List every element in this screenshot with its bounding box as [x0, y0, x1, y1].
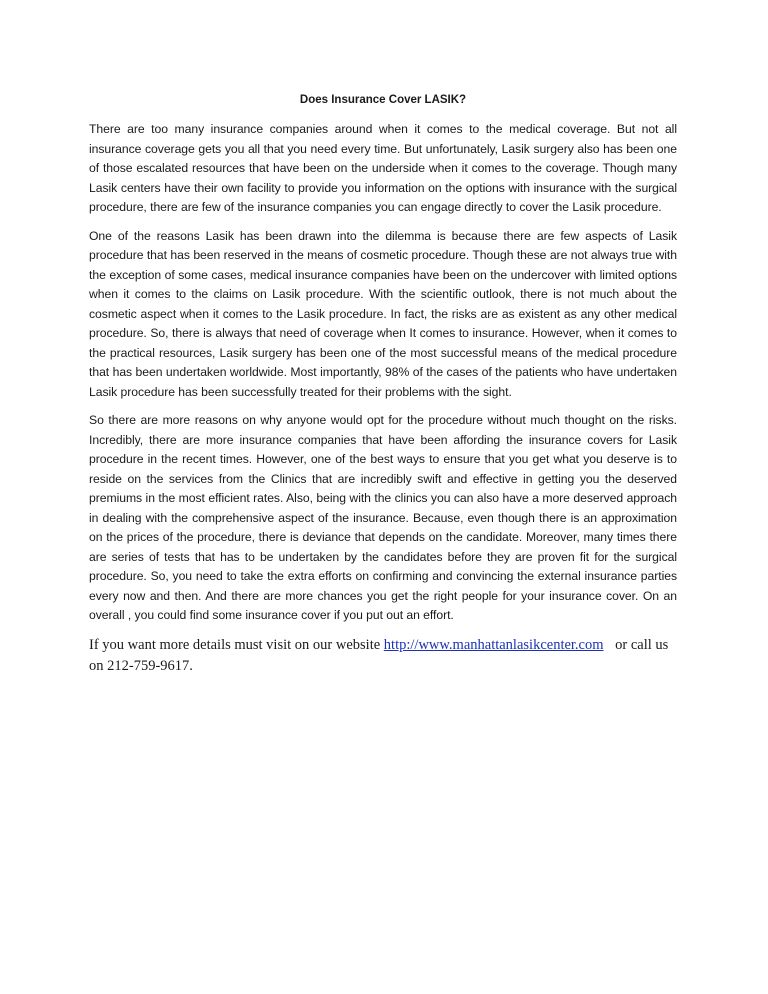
document-body: [89, 92, 677, 677]
contact-suffix: or call us on 212-759-9617.: [89, 636, 669, 674]
paragraph-3: So there are more reasons on why anyone would opt for the procedure without much thought on the risks. Incredibly, there are more insurance companies that have been affording the insurance covers for Lasik procedure in the recent times. However, one of the best ways to ensure that you get what you deserve is to reside on the services from the Clinics that are incredibly swift and effective in getting you the deserved premiums in the most efficient rates. Also, being with the clinics you can also have a more deserved approach in dealing with the comprehensive aspect of the insurance. Because, even though there is an approximation on the prices of the procedure, there is deviance that depends on the candidate. Moreover, many times there are series of tests that has to be undertaken by the candidates before they are proven fit for the surgical procedure. So, you need to take the extra efforts on confirming and convincing the external insurance parties every now and then. And there are more chances you get the right people for your insurance cover. On an overall , you could find some insurance cover if you put out an effort.: [89, 413, 677, 622]
paragraph-2: One of the reasons Lasik has been drawn into the dilemma is because there are few aspects of Lasik procedure that has been reserved in the means of cosmetic procedure. Though these are not always true with the exception of some cases, medical insurance companies have been on the undercover with limited options when it comes to the claims on Lasik procedure. With the scientific outlook, there is not much about the cosmetic aspect when it comes to the Lasik procedure. In fact, the risks are as existent as any other medical procedure. So, there is always that need of coverage when It comes to insurance. However, when it comes to the practical resources, Lasik surgery has been one of the most successful means of the medical procedure that has been undertaken worldwide. Most importantly, 98% of the cases of the patients who have undertaken Lasik procedure has been successfully treated for their problems with the sight.: [89, 228, 677, 399]
contact-paragraph: [89, 635, 677, 677]
contact-prefix: If you want more details must visit on our website: [89, 636, 381, 653]
document-title: Does Insurance Cover LASIK?: [299, 94, 467, 106]
website-link[interactable]: http://www.manhattanlasikcenter.com: [383, 636, 604, 653]
paragraph-1: There are too many insurance companies around when it comes to the medical coverage. But not all insurance coverage gets you all that you need every time. But unfortunately, Lasik surgery also has been one of those escalated resources that have been on the underside when it comes to the coverage. Though many Lasik centers have their own facility to provide you information on the options with insurance with the surgical procedure, there are few of the insurance companies you can engage directly to cover the Lasik procedure.: [89, 122, 677, 214]
